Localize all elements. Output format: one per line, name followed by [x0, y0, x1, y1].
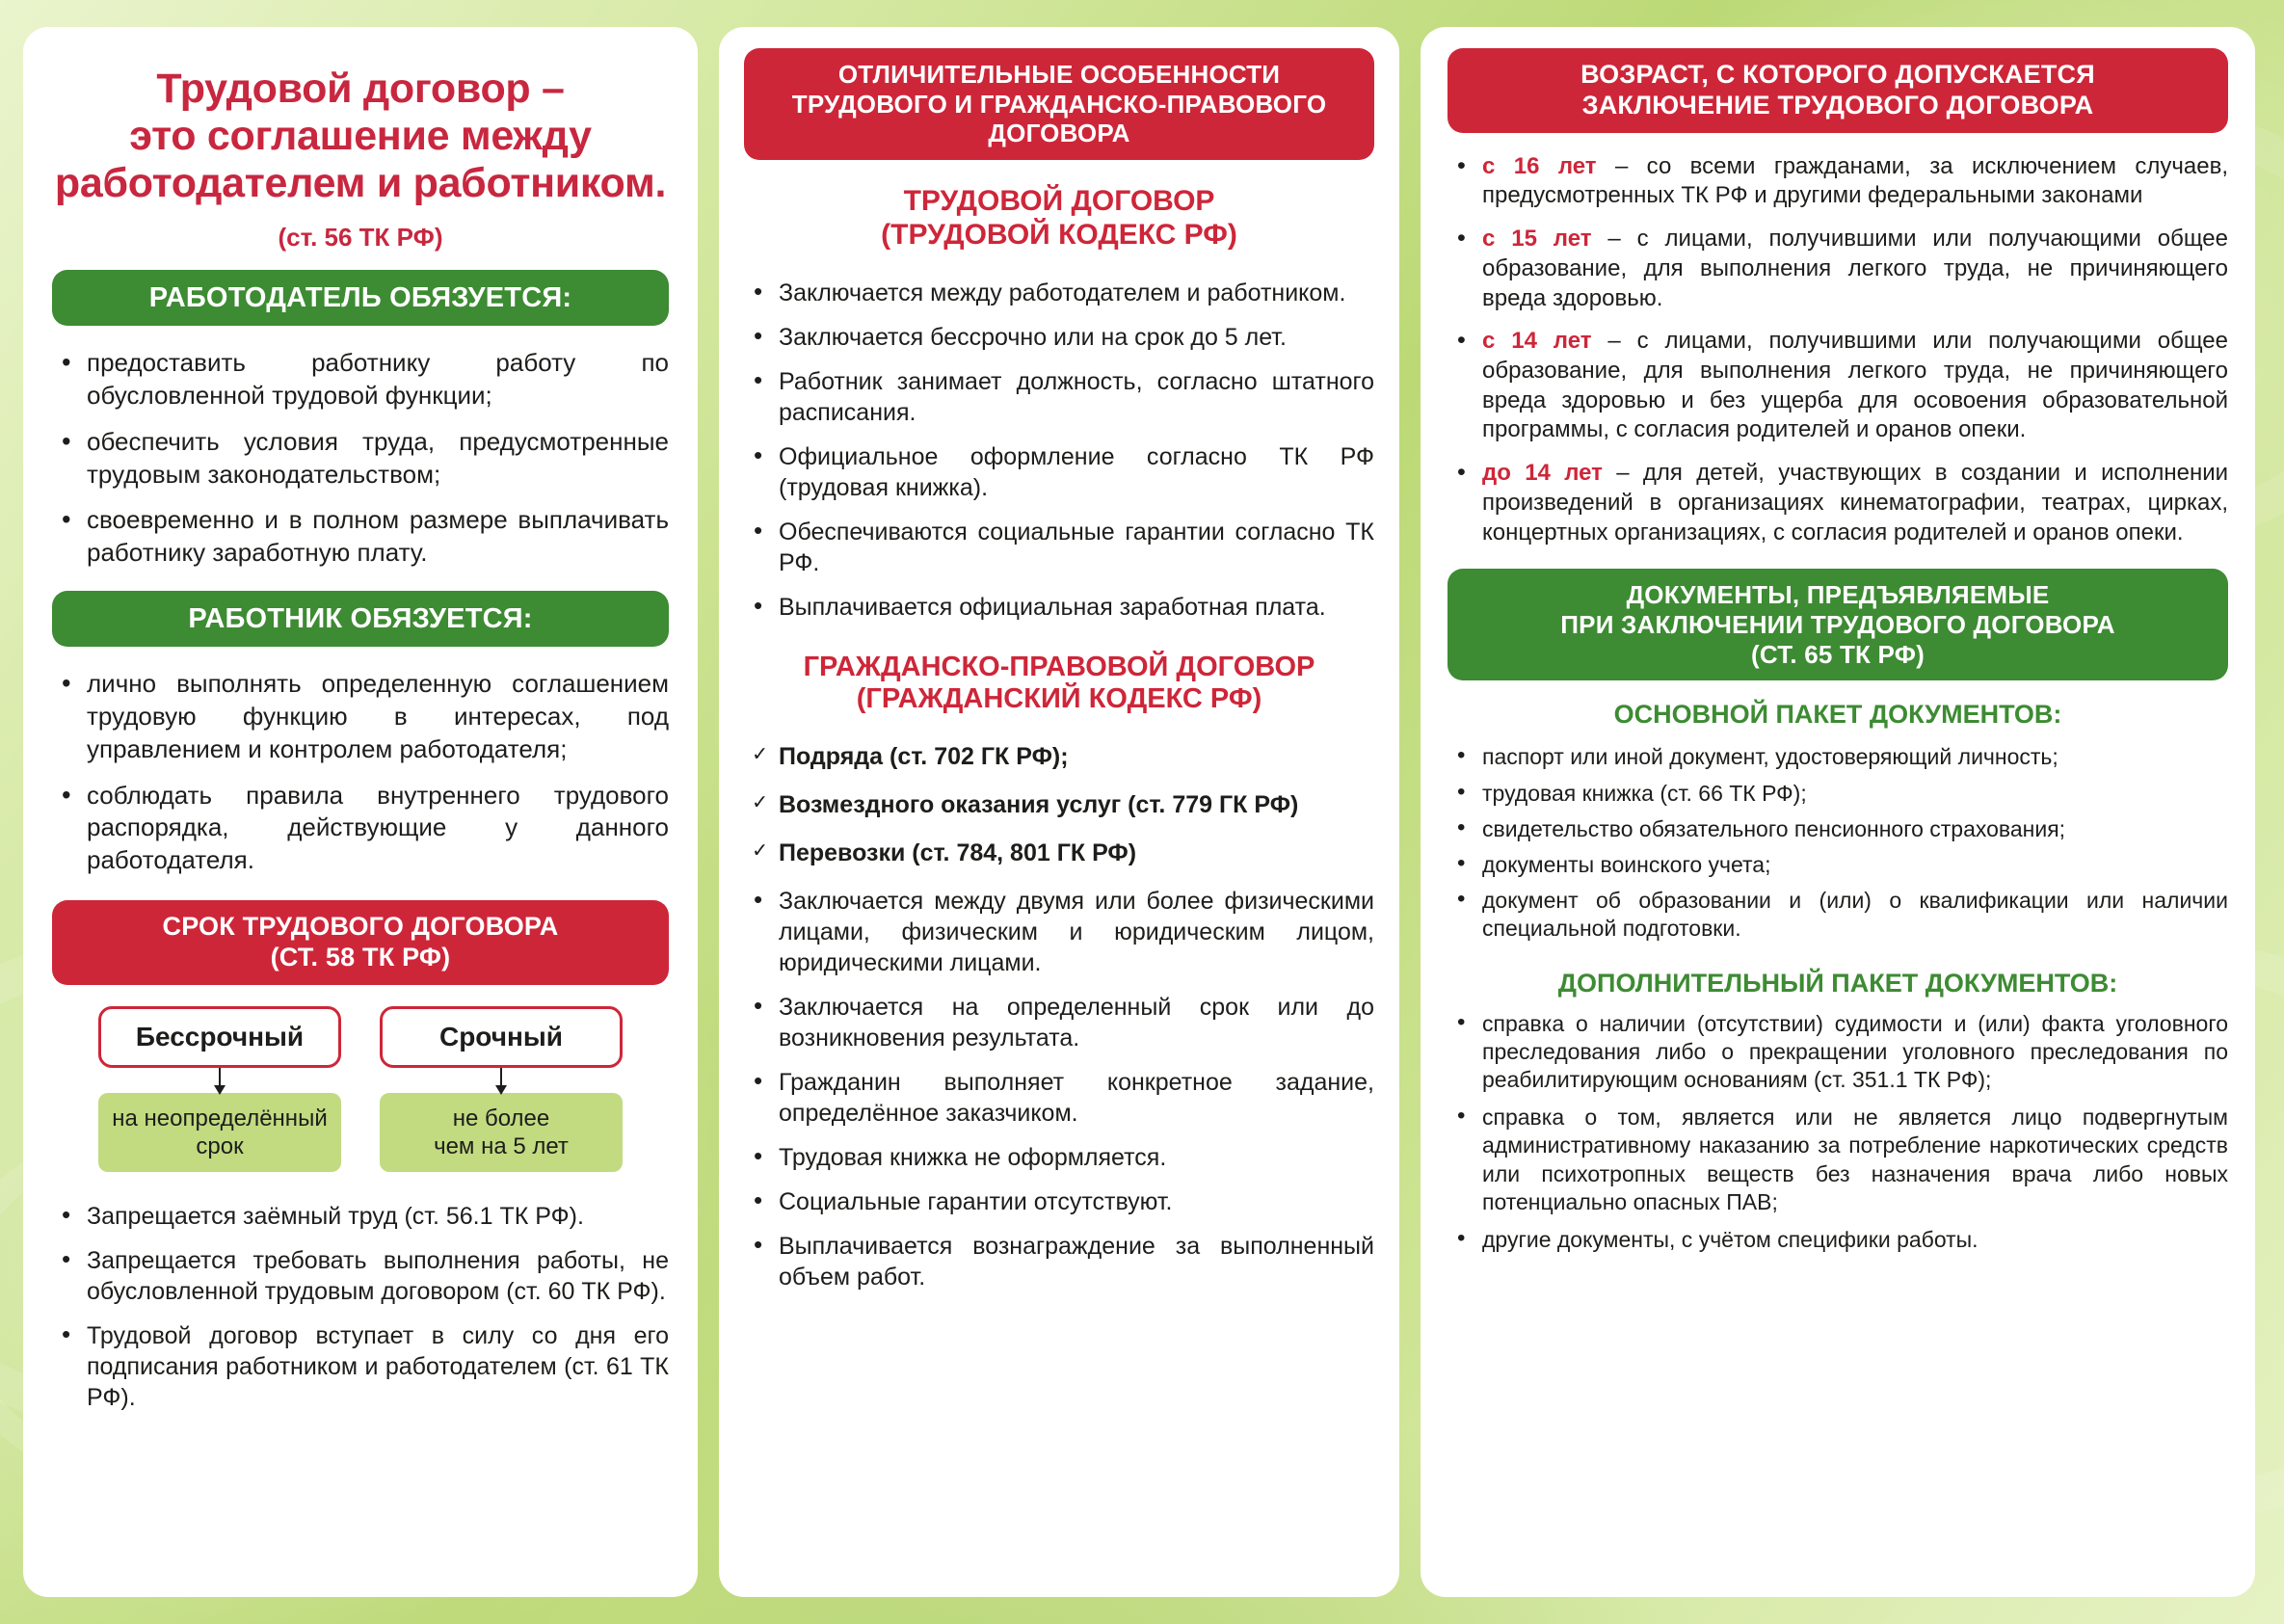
list-item — [1447, 225, 2228, 313]
list-item: • справка о том, является или не является лицо подвергнутым административному наказанию за потребление наркотических средств или психотропных веществ без назначения врача либо новых потенциально опасных ПАВ; — [1447, 1104, 2228, 1216]
banner-line: ВОЗРАСТ, С КОТОРОГО ДОПУСКАЕТСЯ — [1580, 60, 2095, 89]
list-item: • другие документы, с учётом специфики работы. — [1447, 1226, 2228, 1254]
list-item: • справка о наличии (отсутствии) судимости и (или) факта уголовного преследования либо о прекращении уголовного преследования по реабилитирующим основаниям (ст. 351.1 ТК РФ); — [1447, 1010, 2228, 1095]
contract-term-diagram — [52, 1006, 669, 1173]
main-package-title: ОСНОВНОЙ ПАКЕТ ДОКУМЕНТОВ: — [1613, 700, 2062, 730]
term-detail — [98, 1093, 341, 1173]
term-open-ended — [98, 1006, 341, 1173]
list-item: • Социальные гарантии отсутствуют. — [744, 1186, 1374, 1217]
age-text: – с лицами, получившими или получающими общее образование, для выполнения легкого труда, не причиняющего вреда здоровью. — [1482, 226, 2228, 311]
list-item: ✓ Возмездного оказания услуг (ст. 779 ГК РФ) — [744, 789, 1374, 820]
differences-banner — [744, 48, 1374, 160]
age-banner — [1447, 48, 2228, 133]
list-item: • Запрещается заёмный труд (ст. 56.1 ТК РФ). — [52, 1201, 669, 1232]
age-lead: с 15 лет — [1482, 226, 1592, 253]
subtitle-line: ТРУДОВОЙ ДОГОВОР — [903, 185, 1215, 218]
list-item: • свидетельство обязательного пенсионного страхования; — [1447, 815, 2228, 843]
civil-contract-subtitle — [744, 652, 1374, 716]
arrow-down-icon — [500, 1068, 502, 1093]
list-item: • обеспечить условия труда, предусмотренные трудовым законодательством; — [52, 426, 669, 492]
list-item: • паспорт или иной документ, удостоверяющий личность; — [1447, 743, 2228, 771]
list-item: • соблюдать правила внутреннего трудового распорядка, действующие у данного работодателя. — [52, 780, 669, 877]
contract-term-banner — [52, 900, 669, 985]
list-item: ✓ Перевозки (ст. 784, 801 ГК РФ) — [744, 838, 1374, 868]
list-item: • своевременно и в полном размере выплачивать работнику заработную плату. — [52, 504, 669, 570]
arrow-down-icon — [219, 1068, 221, 1093]
banner-line: ЗАКЛЮЧЕНИЕ ТРУДОВОГО ДОГОВОРА — [1581, 90, 2094, 120]
civil-contract-types-list — [744, 741, 1374, 868]
banner-line: (СТ. 65 ТК РФ) — [1751, 639, 1925, 669]
employer-obligations-banner: РАБОТОДАТЕЛЬ ОБЯЗУЕТСЯ: — [52, 270, 669, 326]
employee-obligations-banner: РАБОТНИК ОБЯЗУЕТСЯ: — [52, 591, 669, 647]
list-item: • Обеспечиваются социальные гарантии согласно ТК РФ. — [744, 517, 1374, 578]
list-item: • Выплачивается официальная заработная плата. — [744, 592, 1374, 623]
banner-line: СРОК ТРУДОВОГО ДОГОВОРА — [162, 912, 559, 942]
column-labor-contract-basics — [23, 27, 698, 1597]
age-lead: с 16 лет — [1482, 152, 1597, 179]
term-detail-line: чем на 5 лет — [434, 1133, 569, 1160]
list-item: • Заключается между работодателем и работником. — [744, 278, 1374, 308]
age-lead: до 14 лет — [1482, 460, 1603, 487]
extra-package-list — [1447, 1010, 2228, 1255]
age-lead: с 14 лет — [1482, 328, 1592, 355]
column-age-and-documents — [1421, 27, 2255, 1597]
employee-obligations-list — [52, 668, 669, 877]
term-fixed — [380, 1006, 623, 1173]
list-item: • Заключается на определенный срок или до возникновения результата. — [744, 992, 1374, 1053]
banner-line: ДОГОВОРА — [988, 119, 1130, 148]
banner-line: (СТ. 58 ТК РФ) — [270, 942, 451, 972]
term-title: Бессрочный — [98, 1006, 341, 1068]
age-text: – для детей, участвующих в создании и исполнении произведений в организациях кинематографии, театрах, цирках, концертных организациях, с согласия родителей и оранов опеки. — [1482, 460, 2229, 546]
list-item: • лично выполнять определенную соглашением трудовую функцию в интересах, под управлением и контролем работодателя; — [52, 668, 669, 765]
page-title-line: работодателем и работником. — [54, 160, 667, 207]
age-text: – с лицами, получившими или получающими общее образование, для выполнения легкого труда, не причиняющего вреда здоровью и без ущерба для осовоения образовательной программы, с согласия родителей и оранов опеки. — [1482, 328, 2228, 443]
banner-line: ОТЛИЧИТЕЛЬНЫЕ ОСОБЕННОСТИ — [837, 60, 1281, 89]
term-detail-line: на неопределённый — [112, 1105, 328, 1131]
column-contract-differences — [719, 27, 1399, 1597]
labor-contract-subtitle — [744, 185, 1374, 253]
list-item: • Заключается бессрочно или на срок до 5 лет. — [744, 322, 1374, 353]
subtitle-line: (ГРАЖДАНСКИЙ КОДЕКС РФ) — [856, 683, 1262, 715]
civil-contract-features-list — [744, 886, 1374, 1292]
labor-notes-list — [52, 1201, 669, 1413]
page-title — [52, 66, 669, 207]
list-item: • Запрещается требовать выполнения работы, не обусловленной трудовым договором (ст. 60 ТК РФ). — [52, 1245, 669, 1307]
labor-contract-features-list — [744, 278, 1374, 623]
list-item: ✓ Подряда (ст. 702 ГК РФ); — [744, 741, 1374, 772]
list-item: • документы воинского учета; — [1447, 851, 2228, 879]
list-item: • Заключается между двумя или более физическими лицами, физическим и юридическим лицом, юридическими лицами. — [744, 886, 1374, 978]
subtitle-line: (ТРУДОВОЙ КОДЕКС РФ) — [881, 218, 1237, 251]
list-item — [1447, 327, 2228, 445]
list-item: • Трудовой договор вступает в силу со дня его подписания работником и работодателем (ст. 61 ТК РФ). — [52, 1320, 669, 1413]
list-item: • Выплачивается вознаграждение за выполненный объем работ. — [744, 1231, 1374, 1292]
list-item: • трудовая книжка (ст. 66 ТК РФ); — [1447, 780, 2228, 808]
list-item: • Работник занимает должность, согласно штатного расписания. — [744, 366, 1374, 428]
subtitle-line: ГРАЖДАНСКО-ПРАВОВОЙ ДОГОВОР — [803, 651, 1315, 682]
term-detail-line: срок — [196, 1133, 244, 1160]
extra-package-title: ДОПОЛНИТЕЛЬНЫЙ ПАКЕТ ДОКУМЕНТОВ: — [1557, 968, 2118, 998]
list-item — [1447, 152, 2228, 211]
documents-banner — [1447, 569, 2228, 680]
term-detail-line: не более — [452, 1105, 550, 1131]
list-item — [1447, 459, 2228, 547]
age-requirements-list — [1447, 152, 2228, 548]
banner-line: ДОКУМЕНТЫ, ПРЕДЪЯВЛЯЕМЫЕ — [1626, 580, 2050, 610]
main-package-list — [1447, 743, 2228, 943]
list-item: • документ об образовании и (или) о квалификации или наличии специальной подготовки. — [1447, 887, 2228, 943]
list-item: • Гражданин выполняет конкретное задание, определённое заказчиком. — [744, 1067, 1374, 1129]
employer-obligations-list — [52, 347, 669, 570]
banner-line: ТРУДОВОГО И ГРАЖДАНСКО-ПРАВОВОГО — [791, 89, 1327, 119]
article-reference: (ст. 56 ТК РФ) — [278, 223, 443, 253]
banner-line: ПРИ ЗАКЛЮЧЕНИИ ТРУДОВОГО ДОГОВОРА — [1560, 610, 2115, 640]
list-item: • Официальное оформление согласно ТК РФ (трудовая книжка). — [744, 441, 1374, 503]
term-title: Срочный — [380, 1006, 623, 1068]
list-item: • предоставить работнику работу по обусловленной трудовой функции; — [52, 347, 669, 413]
age-text: – со всеми гражданами, за исключением случаев, предусмотренных ТК РФ и другими федеральными законами — [1482, 152, 2229, 209]
list-item: • Трудовая книжка не оформляется. — [744, 1142, 1374, 1173]
page-title-line: это соглашение между — [129, 113, 592, 160]
term-detail — [380, 1093, 623, 1173]
page-title-line: Трудовой договор – — [156, 66, 565, 112]
